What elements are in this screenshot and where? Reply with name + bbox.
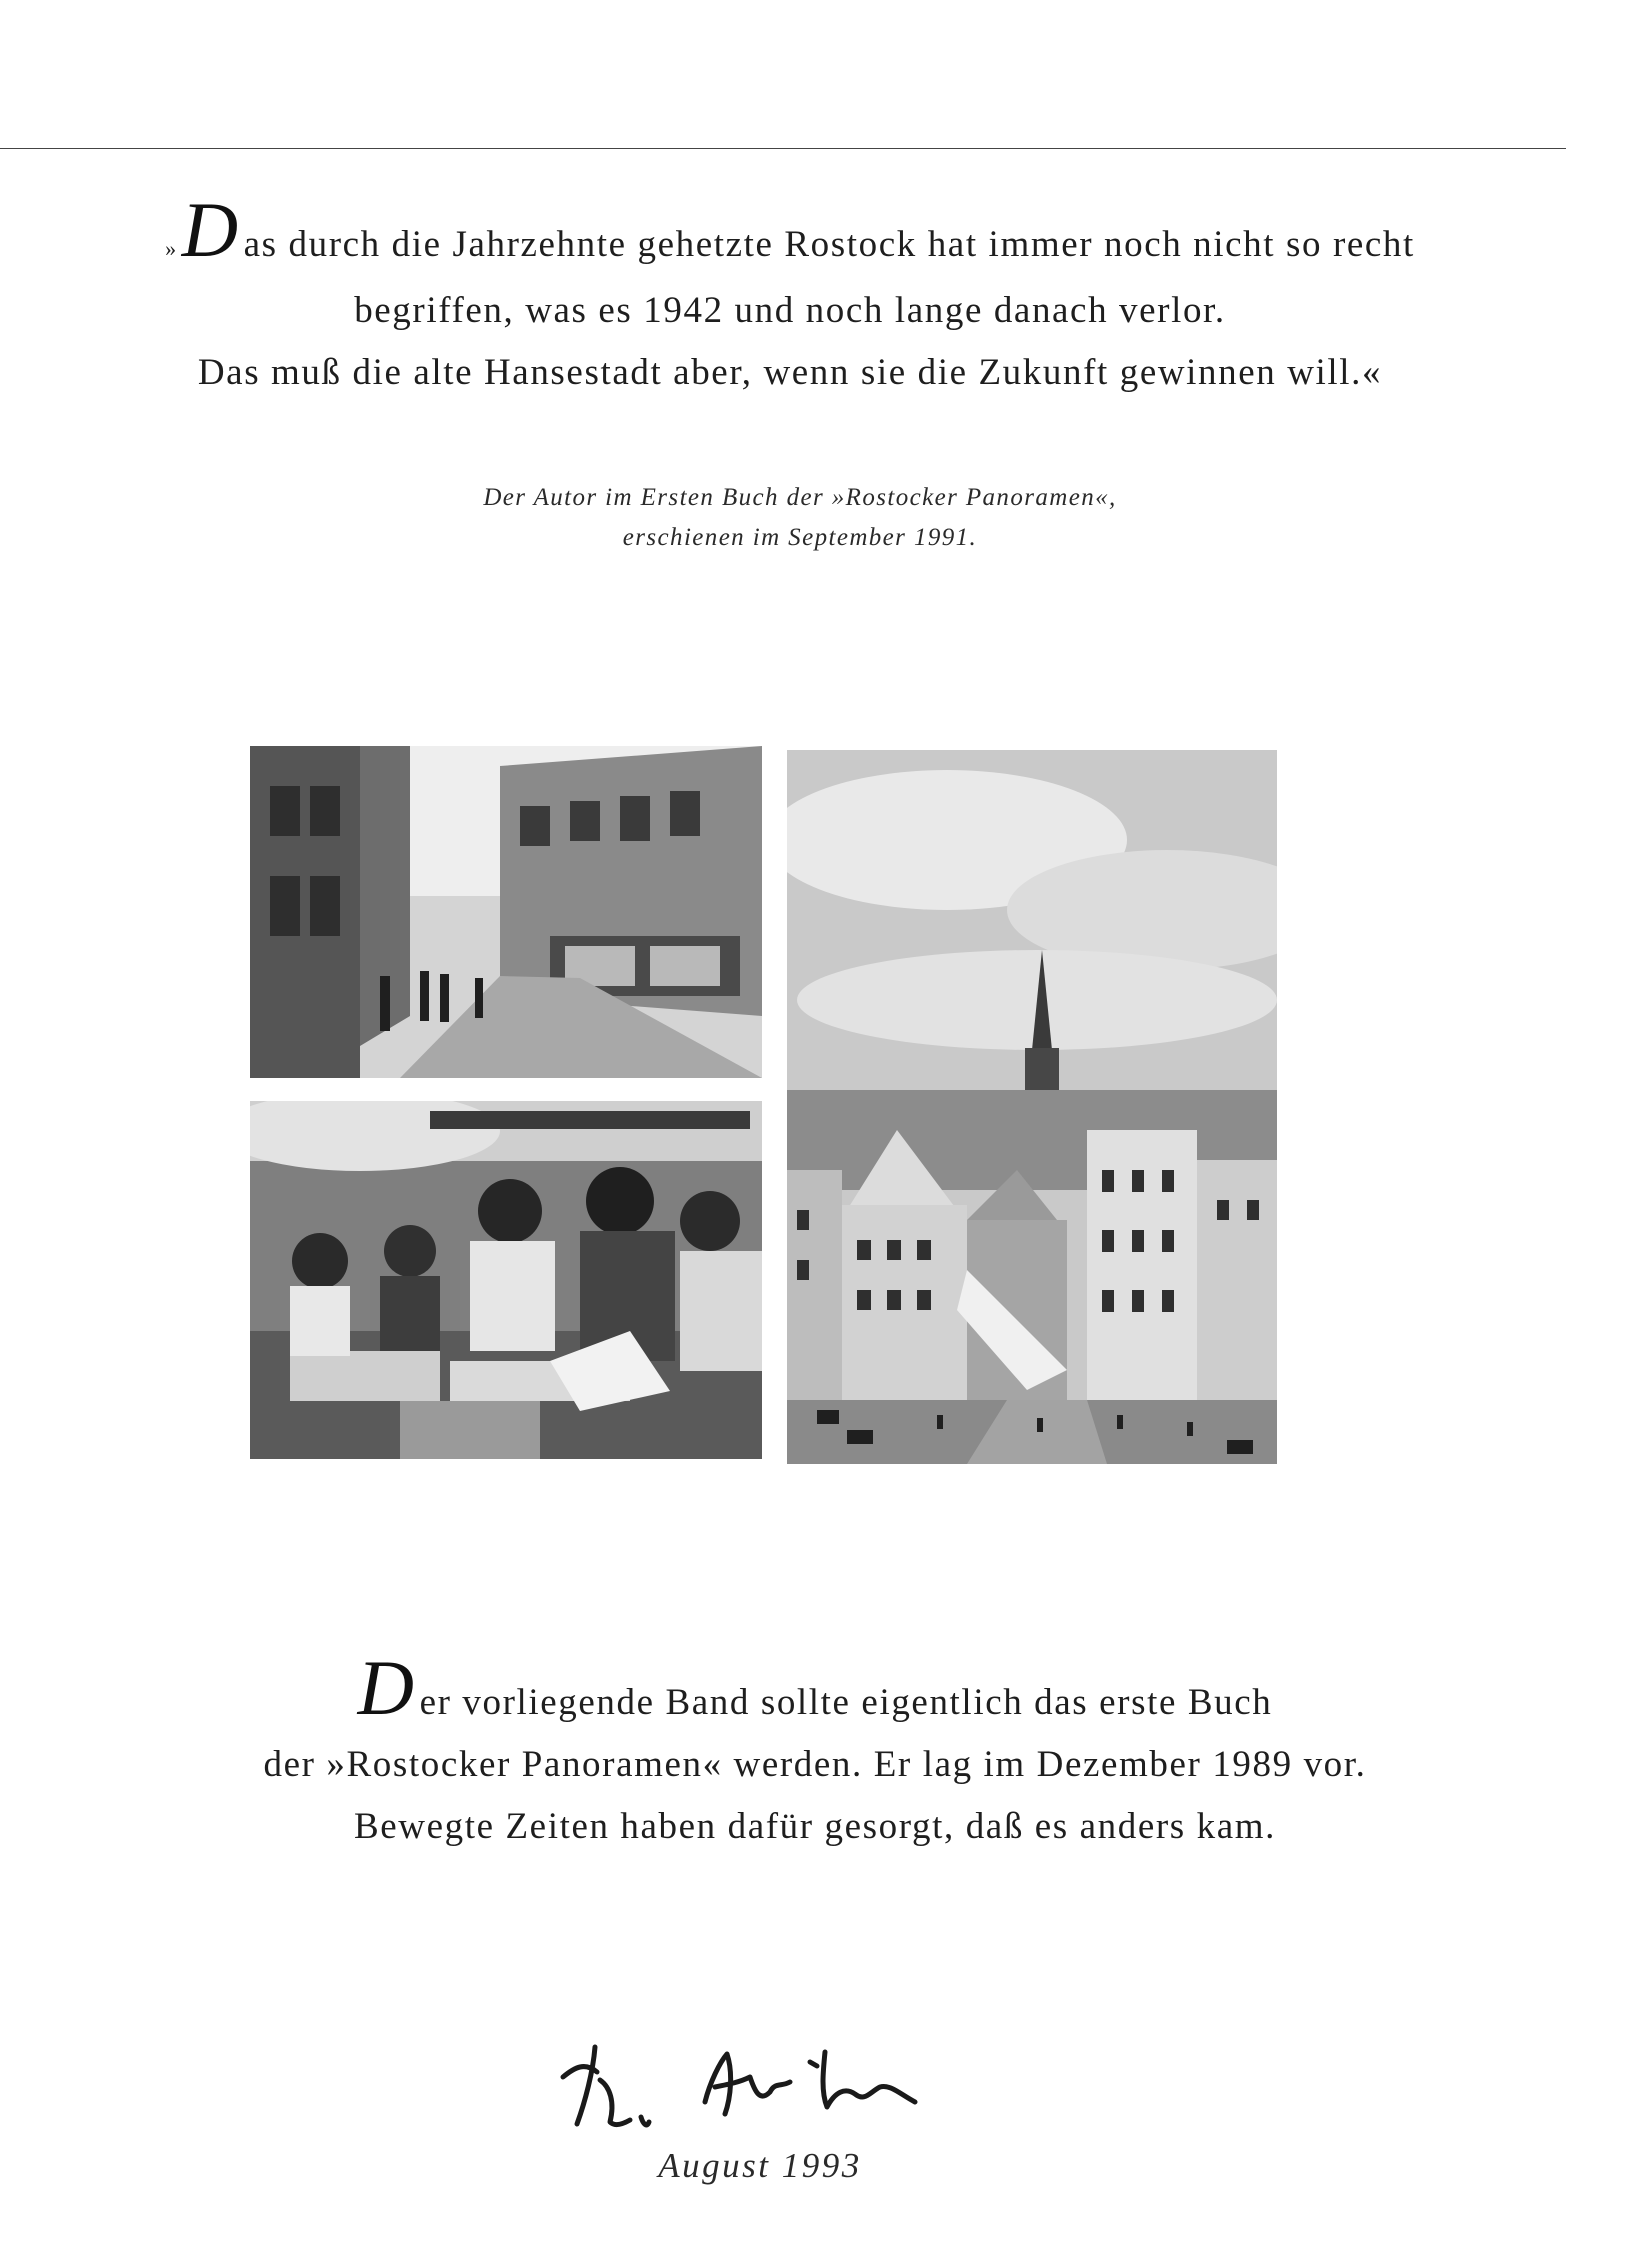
top-rule — [0, 148, 1566, 149]
quote-attribution — [240, 478, 1360, 558]
historic-street-photo — [250, 746, 762, 1078]
date: August 1993 — [658, 2146, 862, 2185]
quote-line-3: Das muß die alte Hansestadt aber, wenn sie die Zukunft gewinnen will.« — [197, 352, 1383, 393]
paragraph-line-1 — [90, 1644, 1540, 1734]
quote-line-2: begriffen, was es 1942 und noch lange danach verlor. — [354, 290, 1226, 331]
handwritten-signature-icon — [555, 2032, 995, 2137]
book-market-photo — [250, 1101, 762, 1459]
paragraph-dropcap: D — [357, 1644, 416, 1731]
paragraph-line-3: Bewegte Zeiten haben dafür gesorgt, daß es anders kam. — [353, 1806, 1277, 1847]
attribution-line-1: Der Autor im Ersten Buch der »Rostocker Panoramen«, — [483, 484, 1117, 511]
quote-open-mark: » — [165, 236, 178, 261]
attribution-line-2: erschienen im September 1991. — [622, 524, 978, 551]
quote-line-1-text: as durch die Jahrzehnte gehetzte Rostock hat immer noch nicht so recht — [243, 224, 1415, 265]
town-square-church-photo — [787, 750, 1277, 1464]
closing-paragraph — [90, 1644, 1540, 1858]
opening-quote — [40, 186, 1540, 404]
quote-dropcap: D — [181, 186, 240, 273]
quote-line-1 — [40, 186, 1540, 280]
paragraph-line-1-text: er vorliegende Band sollte eigentlich das erste Buch — [419, 1682, 1273, 1723]
paragraph-line-2: der »Rostocker Panoramen« werden. Er lag im Dezember 1989 vor. — [263, 1744, 1367, 1785]
